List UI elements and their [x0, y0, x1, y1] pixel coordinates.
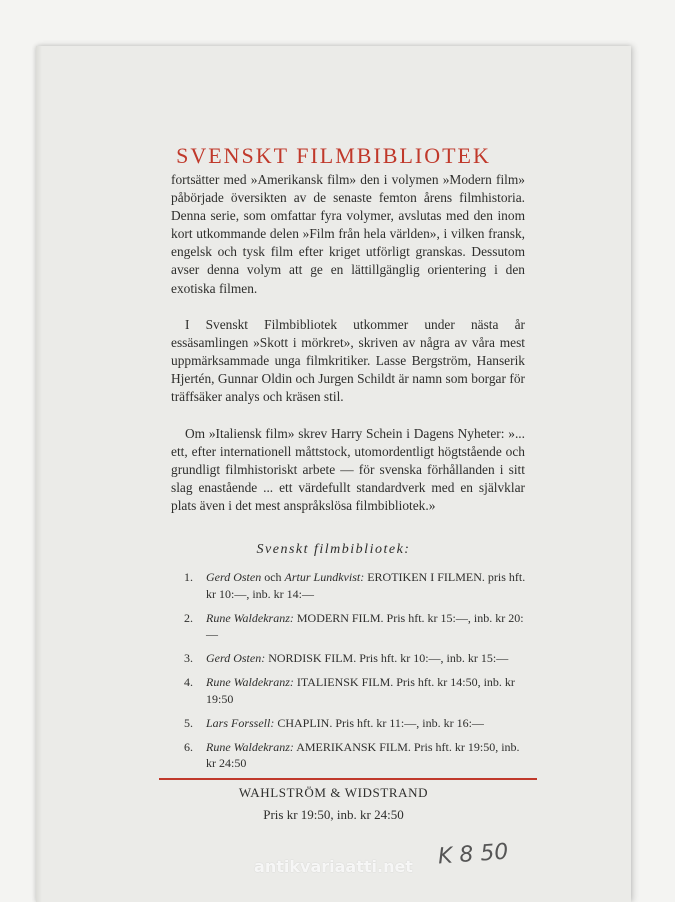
book-back-cover: [36, 46, 631, 902]
item-author: Rune Waldekranz:: [206, 739, 294, 754]
item-text: CHAPLIN. Pris hft. kr 11:—, inb. kr 16:—: [274, 715, 484, 730]
item-number: 2.: [184, 610, 193, 625]
item-text: AMERIKANSK FILM. Pris hft. kr 19:50, inb. kr 24:50: [206, 739, 520, 770]
item-joiner: och: [261, 570, 285, 584]
item-number: 4.: [184, 675, 193, 689]
list-item: [184, 650, 529, 667]
item-text: MODERN FILM. Pris hft. kr 15:—, inb. kr 20:—: [206, 610, 524, 641]
cover-heading: SVENSKT FILMBIBLIOTEK: [176, 143, 491, 168]
list-item: [184, 674, 529, 707]
cover-edge: [36, 46, 42, 902]
item-text: ITALIENSK FILM. Pris hft. kr 14:50, inb. kr 19:50: [206, 675, 515, 706]
series-list-title: Svenskt filmbibliotek:: [256, 542, 411, 557]
item-author-2: Artur Lundkvist:: [284, 570, 365, 584]
red-divider: [159, 778, 537, 780]
item-author: Gerd Osten:: [206, 651, 266, 665]
list-item: [184, 610, 529, 643]
series-list: [184, 569, 529, 779]
list-item: [184, 739, 529, 772]
item-author: Rune Waldekranz:: [206, 610, 294, 625]
item-number: 3.: [184, 651, 193, 665]
item-author: Lars Forssell:: [206, 715, 275, 730]
item-number: 5.: [184, 715, 193, 730]
item-author: Rune Waldekranz:: [206, 675, 294, 689]
item-author: Gerd Osten: [206, 570, 262, 584]
list-item: [184, 715, 529, 732]
blurb-paragraph-2: I Svenskt Filmbibliotek utkommer under nästa år essäsamlingen »Skott i mörkret», skriven av några av våra mest uppmärksammade unga filmkritiker. Lasse Bergström, Hanserik Hjertén, Gunnar Oldin och Jurgen Schildt är namn som borgar för träffsäker analys och kräsen stil.: [171, 317, 525, 405]
handwritten-price-note: K 8 50: [437, 839, 510, 870]
blurb-paragraph-1: fortsätter med »Amerikansk film» den i volymen »Modern film» påbörjade översikten av de senaste femton årens filmhistoria. Denna serie, som omfattar fyra volymer, avslutas med den inom kort utkommande delen »Film från hela världen», i vilken fransk, engelsk och tysk film efter kriget utförligt granskas. Dessutom avser denna volym att ge en lättillgänglig orientering i den exotiska filmen.: [171, 172, 525, 296]
blurb-paragraph-3: Om »Italiensk film» skrev Harry Schein i Dagens Nyheter: »... ett, efter internationell måttstock, utomordentligt högtstående och grundligt filmhistoriskt arbete — för svenska förhållanden i sitt slag enastående ... ett värdefullt standardverk med en självklar plats även i det mest anspråkslösa filmbibliotek.»: [171, 426, 525, 514]
item-text: NORDISK FILM. Pris hft. kr 10:—, inb. kr 15:—: [265, 651, 509, 665]
price-line: Pris kr 19:50, inb. kr 24:50: [263, 807, 404, 822]
item-text: EROTIKEN I FILMEN. pris hft. kr 10:—, inb. kr 14:—: [206, 570, 526, 601]
list-item: [184, 569, 529, 602]
publisher-name: WAHLSTRÖM & WIDSTRAND: [238, 785, 429, 800]
watermark: antikvariaatti.net: [254, 857, 413, 876]
item-number: 1.: [184, 570, 193, 584]
item-number: 6.: [184, 739, 193, 754]
